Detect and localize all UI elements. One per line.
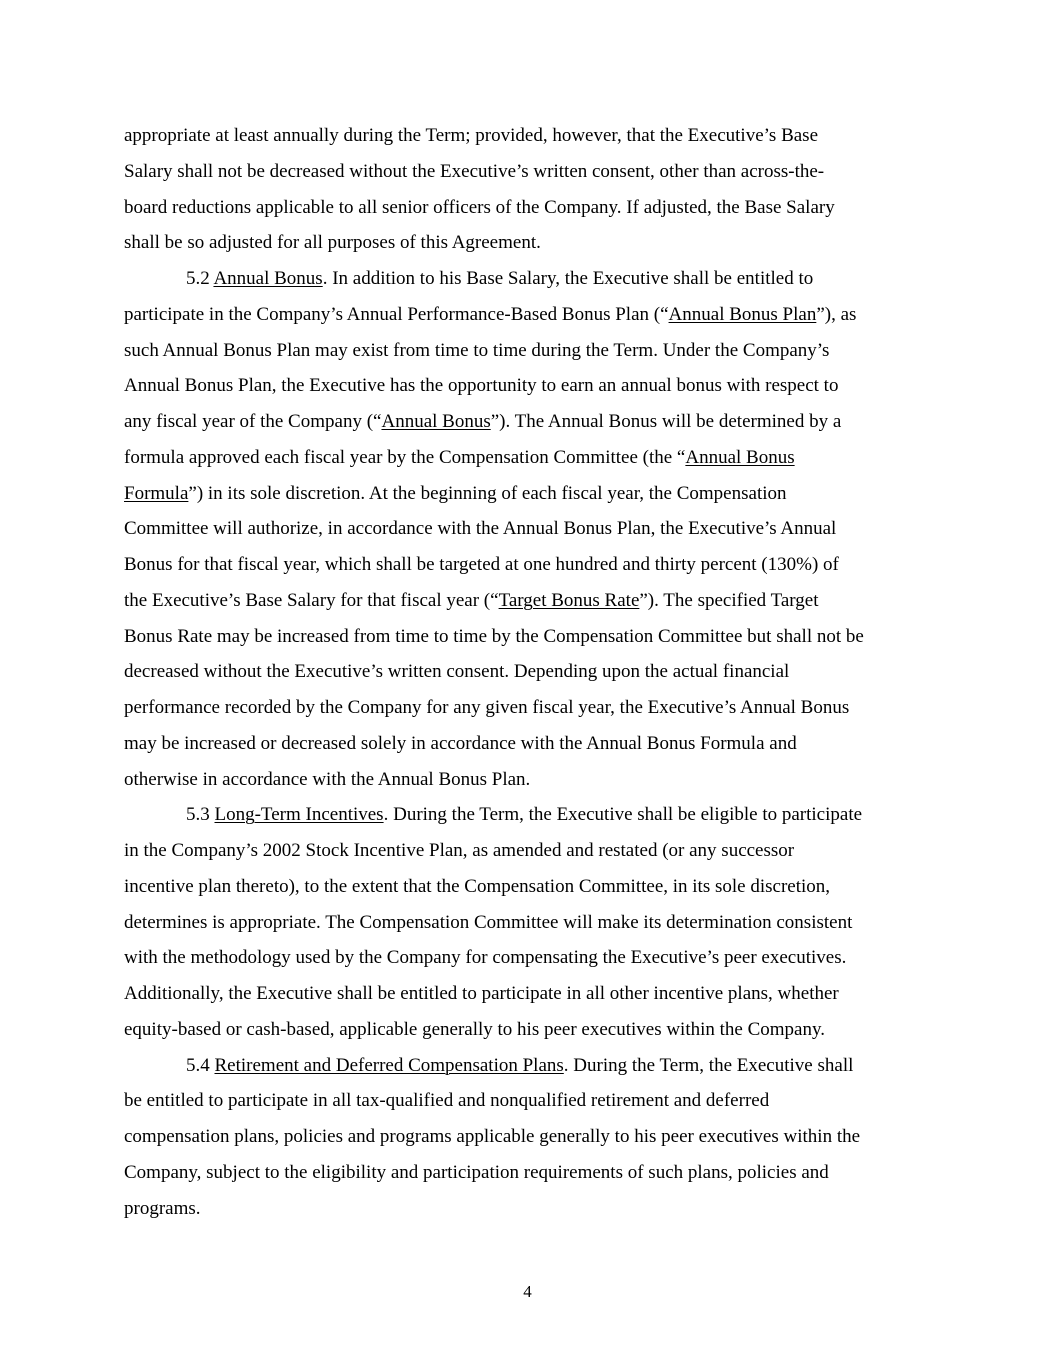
text-run: any fiscal year of the Company (“ — [124, 411, 382, 432]
text-line: be entitled to participate in all tax-qualified and nonqualified retirement and deferred — [124, 1090, 770, 1112]
text-run: formula approved each fiscal year by the Compensation Committee (the “ — [124, 446, 686, 468]
text-run: . During the Term, the Executive shall be eligible to participate — [383, 804, 863, 826]
text-line: programs. — [124, 1197, 201, 1219]
text-line: otherwise in accordance with the Annual Bonus Plan. — [124, 768, 531, 790]
defined-term: Formula — [124, 482, 189, 504]
text-run: . During the Term, the Executive shall — [563, 1054, 854, 1076]
text-line: Salary shall not be decreased without the Executive’s written consent, other than across-the- — [124, 160, 825, 182]
defined-term: Annual Bonus Plan — [668, 303, 817, 325]
section-5-4-retirement-plans — [124, 1048, 932, 1227]
text-line: Committee will authorize, in accordance with the Annual Bonus Plan, the Executive’s Annual — [124, 518, 837, 540]
text-run: ”) in its sole discretion. At the beginning of each fiscal year, the Compensation — [188, 482, 787, 504]
text-line: determines is appropriate. The Compensation Committee will make its determination consistent — [124, 911, 853, 933]
text-line: Additionally, the Executive shall be entitled to participate in all other incentive plans, whether — [124, 983, 839, 1004]
text-line — [124, 797, 932, 833]
text-line — [124, 476, 932, 512]
page-number: 4 — [523, 1282, 532, 1301]
text-line: equity-based or cash-based, applicable generally to his peer executives within the Company. — [124, 1018, 826, 1040]
defined-term: Annual Bonus — [381, 411, 491, 432]
text-run: . In addition to his Base Salary, the Executive shall be entitled to — [322, 268, 814, 289]
text-line — [124, 404, 932, 440]
document-body — [124, 118, 932, 1226]
text-line: with the methodology used by the Company for compensating the Executive’s peer executives. — [124, 947, 847, 969]
text-run: ”), as — [816, 303, 857, 325]
section-number: 5.2 — [186, 268, 210, 289]
text-run: ”). The specified Target — [639, 589, 819, 611]
text-line: compensation plans, policies and programs applicable generally to his peer executives within the — [124, 1126, 861, 1147]
section-heading: Long-Term Incentives — [214, 804, 384, 826]
text-line: may be increased or decreased solely in accordance with the Annual Bonus Formula and — [124, 732, 797, 754]
text-line: Annual Bonus Plan, the Executive has the opportunity to earn an annual bonus with respect to — [124, 375, 839, 397]
text-line: Bonus Rate may be increased from time to time by the Compensation Committee but shall not be — [124, 625, 864, 647]
defined-term: Target Bonus Rate — [498, 589, 640, 611]
text-line — [124, 440, 932, 476]
section-number: 5.3 — [186, 804, 210, 826]
text-line — [124, 297, 932, 333]
text-line — [124, 583, 932, 619]
text-line — [124, 261, 932, 297]
text-run: ”). The Annual Bonus will be determined by a — [490, 411, 842, 432]
text-line: in the Company’s 2002 Stock Incentive Plan, as amended and restated (or any successor — [124, 840, 795, 861]
section-number: 5.4 — [186, 1054, 210, 1076]
paragraph-base-salary-continuation — [124, 118, 932, 261]
text-line: decreased without the Executive’s written consent. Depending upon the actual financial — [124, 661, 790, 683]
section-heading: Annual Bonus — [213, 268, 323, 289]
text-line: shall be so adjusted for all purposes of this Agreement. — [124, 232, 541, 254]
text-line: such Annual Bonus Plan may exist from time to time during the Term. Under the Company’s — [124, 339, 830, 361]
text-run: participate in the Company’s Annual Performance-Based Bonus Plan (“ — [124, 303, 669, 325]
text-run: the Executive’s Base Salary for that fiscal year (“ — [124, 589, 499, 611]
text-line: Bonus for that fiscal year, which shall be targeted at one hundred and thirty percent (130%) of — [124, 554, 839, 575]
defined-term: Annual Bonus — [685, 446, 795, 468]
section-5-2-annual-bonus — [124, 261, 932, 797]
section-5-3-long-term-incentives — [124, 797, 932, 1047]
text-line: appropriate at least annually during the Term; provided, however, that the Executive’s Base — [124, 125, 819, 146]
text-line: performance recorded by the Company for any given fiscal year, the Executive’s Annual Bonus — [124, 697, 850, 718]
text-line: board reductions applicable to all senior officers of the Company. If adjusted, the Base Salary — [124, 196, 835, 218]
text-line: Company, subject to the eligibility and participation requirements of such plans, policies and — [124, 1161, 829, 1183]
section-heading: Retirement and Deferred Compensation Plans — [214, 1054, 564, 1076]
text-line: incentive plan thereto), to the extent that the Compensation Committee, in its sole discretion, — [124, 875, 831, 897]
text-line — [124, 1048, 932, 1084]
